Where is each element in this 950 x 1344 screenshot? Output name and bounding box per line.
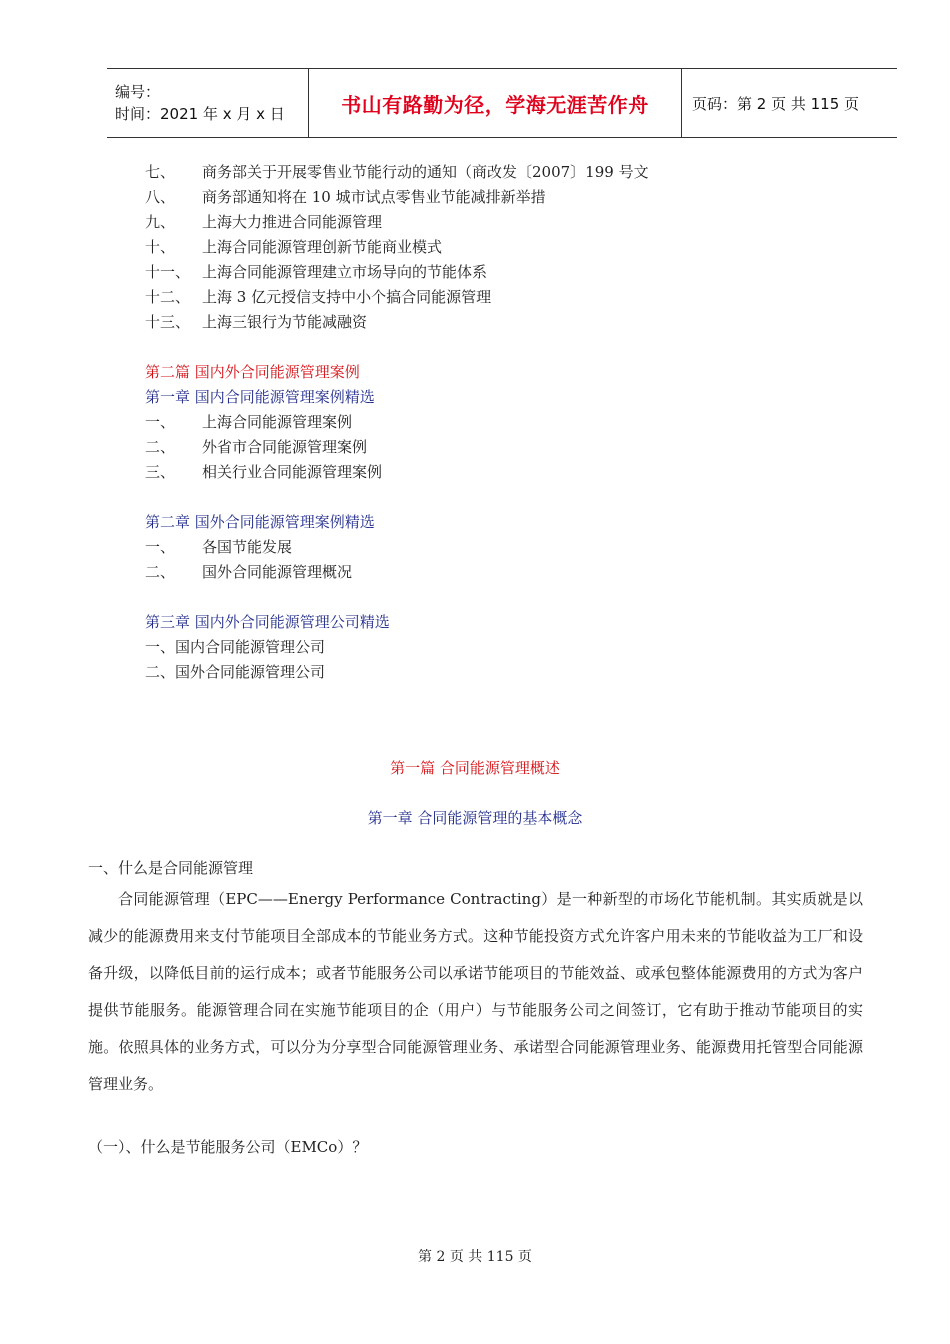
subsection-heading: （一）、什么是节能服务公司（EMCo）？ [88, 1138, 368, 1156]
toc-item: 七、 商务部关于开展零售业节能行动的通知（商改发〔2007〕199 号文 [145, 163, 649, 181]
header-left-cell [107, 69, 308, 137]
toc-item: 二、国外合同能源管理公司 [145, 663, 326, 681]
toc-item: 八、 商务部通知将在 10 城市试点零售业节能减排新举措 [145, 188, 546, 206]
body-paragraph: 合同能源管理（EPC——Energy Performance Contracting）是一种新型的市场化节能机制。其实质就是以减少的能源费用来支付节能项目全部成本的节能业务方式。这种节能投资方式允许客户用未来的节能收益为工厂和设备升级，以降低目前的运行成本；或者节能服务公司以承诺节能项目的节能效益、或承包整体能源费用的方式为客户提供节能服务。能源管理合同在实施节能项目的企（用户）与节能服务公司之间签订，它有助于推动节能项目的实施。依照具体的业务方式，可以分为分享型合同能源管理业务、承诺型合同能源管理业务、能源费用托管型合同能源管理业务。 [88, 890, 863, 1093]
section-body [88, 856, 863, 1103]
toc-item: 一、国内合同能源管理公司 [145, 638, 326, 656]
toc-item: 九、 上海大力推进合同能源管理 [145, 213, 383, 231]
toc-chapter-title: 第二章 国外合同能源管理案例精选 [145, 513, 375, 531]
toc-item: 十一、 上海合同能源管理建立市场导向的节能体系 [145, 263, 488, 281]
header-motto-cell [308, 69, 682, 137]
toc-item: 二、 国外合同能源管理概况 [145, 563, 353, 581]
header-page-cell [682, 69, 897, 137]
toc-item: 十三、 上海三银行为节能减融资 [145, 313, 368, 331]
page-footer: 第 2 页 共 115 页 [418, 1249, 532, 1265]
date-label: 时间：2021 年 x 月 x 日 [115, 105, 285, 123]
section-heading: 一、什么是合同能源管理 [88, 859, 254, 877]
toc-item: 一、 上海合同能源管理案例 [145, 413, 353, 431]
motto: 书山有路勤为径，学海无涯苦作舟 [341, 92, 649, 117]
chapter-title: 第一章 合同能源管理的基本概念 [367, 809, 583, 827]
toc-item: 二、 外省市合同能源管理案例 [145, 438, 368, 456]
table-of-contents [145, 160, 649, 685]
toc-chapter-title: 第三章 国内外合同能源管理公司精选 [145, 613, 390, 631]
toc-chapter-title: 第一章 国内合同能源管理案例精选 [145, 388, 375, 406]
page-indicator: 页码：第 2 页 共 115 页 [692, 94, 860, 113]
serial-number-label: 编号： [115, 83, 161, 101]
toc-part2-title: 第二篇 国内外合同能源管理案例 [145, 363, 360, 381]
toc-item: 三、 相关行业合同能源管理案例 [145, 463, 383, 481]
toc-item: 十二、 上海 3 亿元授信支持中小个搞合同能源管理 [145, 288, 492, 306]
header-table [107, 68, 897, 138]
toc-item: 十、 上海合同能源管理创新节能商业模式 [145, 238, 443, 256]
toc-item: 一、 各国节能发展 [145, 538, 293, 556]
part1-title: 第一篇 合同能源管理概述 [390, 759, 560, 777]
